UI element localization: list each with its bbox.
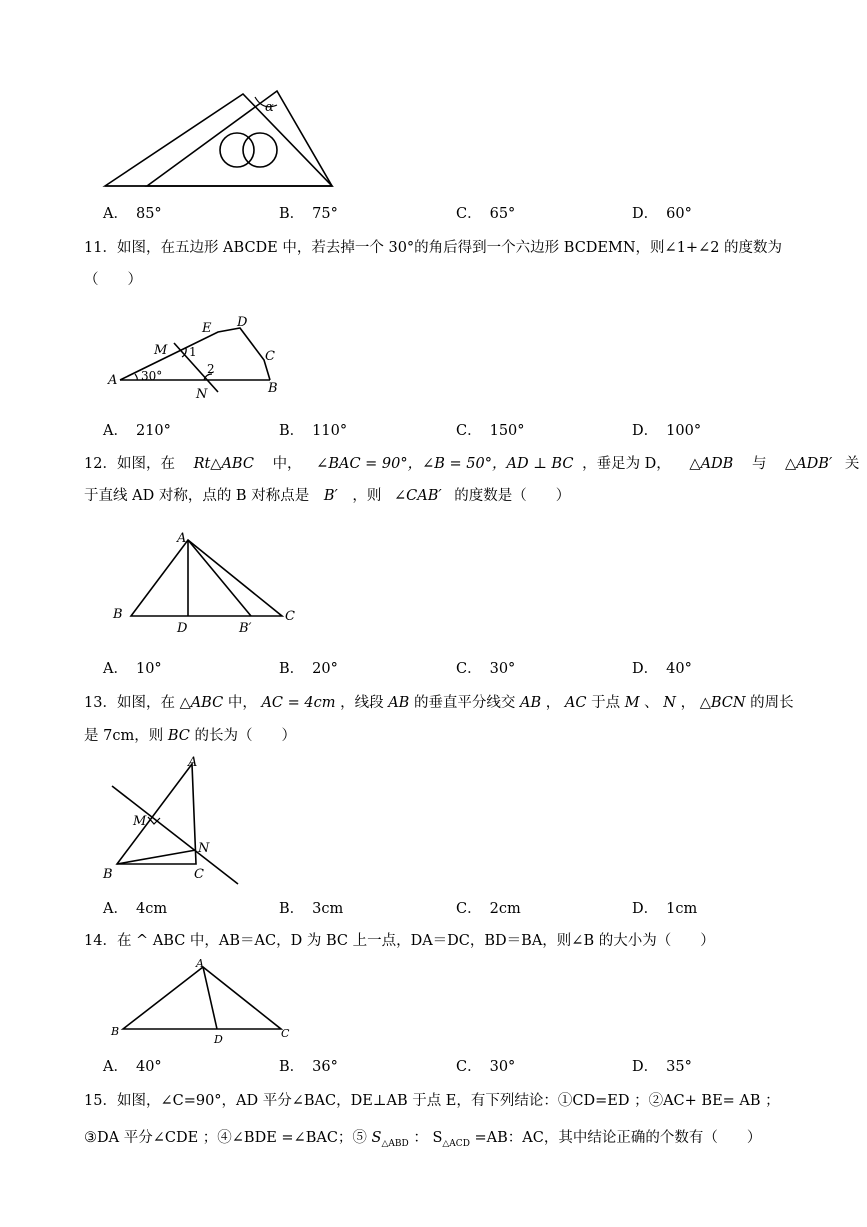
option-b[interactable]: B． 110° xyxy=(279,423,348,439)
q13-text-line2: 是 7cm，则 BC 的长为（ ） xyxy=(84,728,296,744)
q11-label-n: N xyxy=(196,387,208,402)
q14-options xyxy=(103,1055,803,1077)
option-d[interactable]: D． 1cm xyxy=(632,901,698,917)
q13-label-c: C xyxy=(194,867,204,882)
option-d[interactable]: D． 35° xyxy=(632,1059,692,1075)
option-b[interactable]: B． 36° xyxy=(279,1059,338,1075)
q14-text: 14．在 ^ ABC 中，AB＝AC，D 为 BC 上一点，DA＝DC，BD＝BA，则∠B 的大小为（ ） xyxy=(84,933,715,949)
q14-label-d: D xyxy=(214,1033,223,1046)
q13-text-line1: 13．如图，在 △ABC 中， AC = 4cm ，线段 AB 的垂直平分线交 AB ， AC 于点 M 、 N ， △BCN 的周长 xyxy=(84,695,794,711)
q12-ab-prime xyxy=(188,540,251,616)
q11-figure xyxy=(100,312,300,402)
option-d[interactable]: D． 40° xyxy=(632,661,692,677)
q14-label-b: B xyxy=(111,1025,120,1038)
q11-text-line2: （ ） xyxy=(84,272,142,288)
q11-label-e: E xyxy=(202,321,212,336)
q11-label-b: B xyxy=(268,381,278,396)
q13-label-n: N xyxy=(198,841,210,856)
option-a[interactable]: A． 85° xyxy=(103,206,162,222)
q14-label-a: A xyxy=(196,957,204,970)
q13-label-a: A xyxy=(188,755,198,770)
q10-triangle-left xyxy=(105,94,332,186)
q14-label-c: C xyxy=(281,1027,290,1040)
q15-text-line1: 15．如图，∠C=90°，AD 平分∠BAC，DE⊥AB 于点 E，有下列结论：①CD=ED ；②AC+ BE= AB ； xyxy=(84,1093,780,1109)
q13-perp-bisector xyxy=(112,786,238,884)
q11-label-angle: 30° xyxy=(141,369,163,383)
option-d[interactable]: D． 100° xyxy=(632,423,702,439)
q12-label-b: B xyxy=(113,607,123,622)
q12-label-a: A xyxy=(177,531,187,546)
q12-text-line1: 12．如图，在 Rt△ABC 中， ∠BAC = 90°，∠B = 50°，AD ⊥ BC ，垂足为 D， △ADB 与 △ADB′ 关 xyxy=(84,456,860,472)
q11-options xyxy=(103,419,803,441)
q11-label-m: M xyxy=(154,343,168,358)
option-b[interactable]: B． 3cm xyxy=(279,901,344,917)
option-c[interactable]: C． 65° xyxy=(456,206,516,222)
option-b[interactable]: B． 20° xyxy=(279,661,338,677)
q11-label-c: C xyxy=(265,349,275,364)
q11-text-line1: 11．如图，在五边形 ABCDE 中，若去掉一个 30°的角后得到一个六边形 BCDEMN，则∠1+∠2 的度数为 xyxy=(84,240,783,256)
q11-label-d: D xyxy=(237,315,248,330)
q12-label-bprime: B′ xyxy=(239,621,252,636)
q12-label-d: D xyxy=(177,621,188,636)
q11-label-1: 1 xyxy=(189,345,197,359)
q10-triangle-right xyxy=(147,91,332,186)
q10-alpha-label: α xyxy=(265,100,274,115)
option-a[interactable]: A． 10° xyxy=(103,661,162,677)
q11-label-2: 2 xyxy=(207,362,215,376)
q10-options xyxy=(103,202,803,224)
option-c[interactable]: C． 30° xyxy=(456,1059,516,1075)
q12-triangle xyxy=(131,540,282,616)
q12-figure xyxy=(105,528,310,638)
option-b[interactable]: B． 75° xyxy=(279,206,338,222)
option-d[interactable]: D． 60° xyxy=(632,206,692,222)
q13-label-b: B xyxy=(103,867,113,882)
q13-options xyxy=(103,897,803,919)
q13-triangle xyxy=(117,764,196,864)
q13-bn xyxy=(117,850,196,864)
option-c[interactable]: C． 150° xyxy=(456,423,525,439)
q12-label-c: C xyxy=(285,609,295,624)
option-a[interactable]: A． 210° xyxy=(103,423,171,439)
q10-circle-right xyxy=(243,133,277,167)
q15-text-line2: ③DA 平分∠CDE ；④∠BDE =∠BAC；⑤ $S_{\triangle ABD}$ ： $S_{\triangle ACD} =AB$：AC，其中结论正确的个数有（ ） xyxy=(84,1130,762,1149)
q13-figure xyxy=(100,754,250,889)
q11-angle-arc xyxy=(135,374,137,380)
q14-figure xyxy=(105,955,300,1050)
q12-text-line2: 于直线 AD 对称，点的 B 对称点是 B′ ，则 ∠CAB′ 的度数是（ ） xyxy=(84,488,571,504)
q13-label-m: M xyxy=(133,814,147,829)
q11-label-a: A xyxy=(108,373,118,388)
q10-figure xyxy=(95,85,345,195)
option-a[interactable]: A． 4cm xyxy=(103,901,168,917)
option-c[interactable]: C． 2cm xyxy=(456,901,521,917)
option-c[interactable]: C． 30° xyxy=(456,661,516,677)
option-a[interactable]: A． 40° xyxy=(103,1059,162,1075)
q14-triangle xyxy=(123,967,281,1029)
q12-options xyxy=(103,657,803,679)
